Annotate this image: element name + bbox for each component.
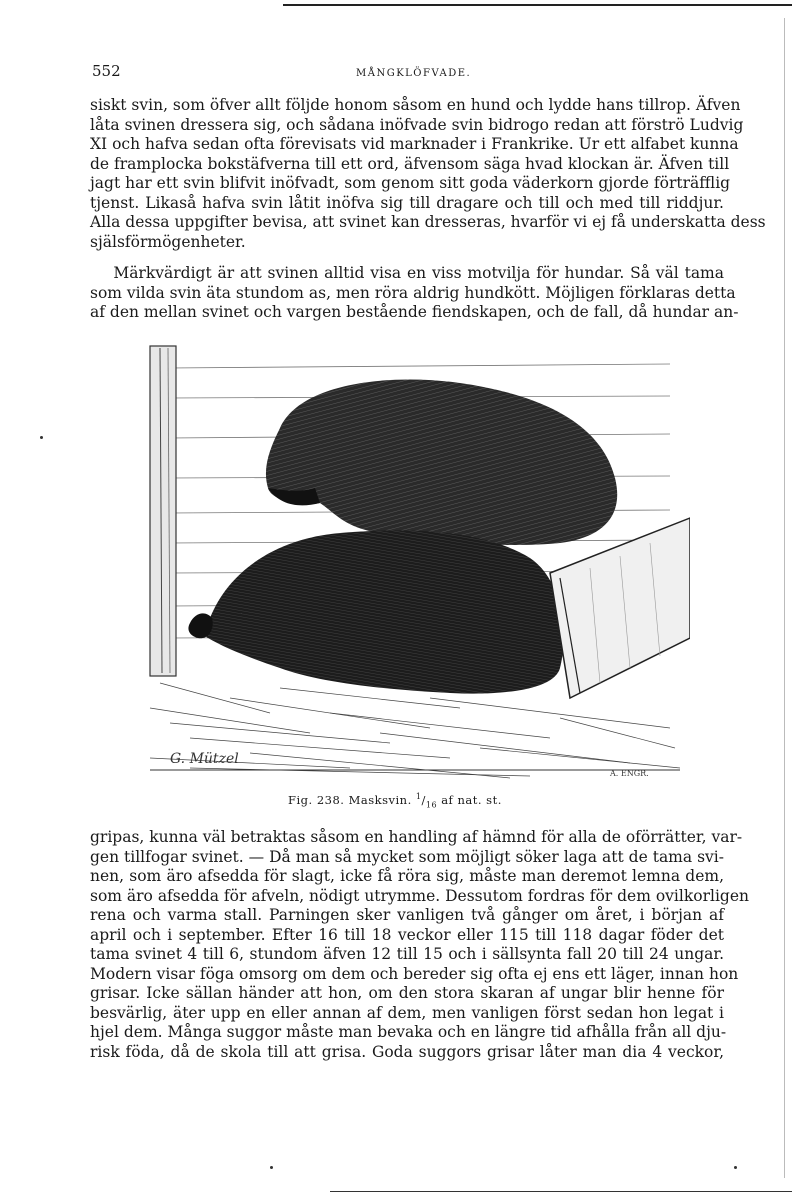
engraver-signature-right: A. ENGR. xyxy=(610,769,649,778)
text-line: Modern visar föga omsorg om dem och bereder sig ofta ej ens ett läger, innan hon xyxy=(90,964,739,983)
pig-back xyxy=(266,379,617,545)
text-line: som vilda svin äta stundom as, men röra aldrig hundkött. Möjligen förklaras detta xyxy=(90,283,736,302)
text-line: de framplocka bokstäfverna till ett ord, äfvensom säga hvad klockan är. Äfven till xyxy=(90,154,730,173)
text-line: själsförmögenheter. xyxy=(90,232,246,251)
text-line: april och i september. Efter 16 till 18 veckor eller 115 till 118 dagar föder det xyxy=(90,925,724,944)
speck-mark xyxy=(270,1166,273,1169)
text-line: hjel dem. Många suggor måste man bevaka och en längre tid afhålla från all dju- xyxy=(90,1023,727,1041)
paragraph-1 xyxy=(90,96,766,252)
paragraph-2 xyxy=(90,264,739,323)
text-line: gen tillfogar svinet. — Då man så mycket som möjligt söker laga att de tama svi- xyxy=(90,847,724,866)
text-line: Märkvärdigt är att svinen alltid visa en viss motvilja för hundar. Så väl tama xyxy=(90,264,724,282)
page-number: 552 xyxy=(92,62,121,80)
top-rule xyxy=(283,4,792,6)
wooden-post xyxy=(150,346,176,676)
figure-caption xyxy=(288,792,502,809)
text-line: af den mellan svinet och vargen bestående fiendskapen, och de fall, då hundar an- xyxy=(90,303,739,321)
caption-prefix: Fig. 238. Masksvin. xyxy=(288,792,412,807)
text-line: låta svinen dressera sig, och sådana inöfvade svin bidrogo redan att förströ Ludvig xyxy=(90,115,744,134)
text-line: tama svinet 4 till 6, stundom äfven 12 till 15 och i sällsynta fall 20 till 24 ungar. xyxy=(90,945,724,963)
trough xyxy=(550,518,690,698)
text-line: jagt har ett svin blifvit inöfvadt, som genom sitt goda väderkorn gjorde förträfflig xyxy=(90,174,731,192)
text-line: grisar. Icke sällan händer att hon, om den stora skaran af ungar blir henne för xyxy=(90,984,724,1002)
running-head: MÅNGKLÖFVADE. xyxy=(356,68,472,79)
caption-fraction: $^1/_{16}$ xyxy=(415,792,438,810)
text-line: tjenst. Likaså hafva svin låtit inöfva sig till dragare och till och med till riddjur. xyxy=(90,193,724,212)
text-line: XI och hafva sedan ofta förevisats vid marknader i Frankrike. Ur ett alfabet kunna xyxy=(90,135,739,153)
pig-engraving-illustration xyxy=(130,338,690,784)
text-line: rena och varma stall. Parningen sker vanligen två gånger om året, i början af xyxy=(90,906,724,924)
text-line: risk föda, då de skola till att grisa. Goda suggors grisar låter man dia 4 veckor, xyxy=(90,1042,724,1061)
bottom-rule xyxy=(330,1191,792,1192)
paragraph-3 xyxy=(90,828,749,1062)
pig-front xyxy=(203,530,564,693)
text-line: nen, som äro afsedda för slagt, icke få röra sig, måste man deremot lemna dem, xyxy=(90,867,724,885)
text-line: gripas, kunna väl betraktas såsom en handling af hämnd för alla de oförrätter, var- xyxy=(90,828,743,846)
figure-engraving xyxy=(130,338,690,784)
text-line: siskt svin, som öfver allt följde honom såsom en hund och lydde hans tillrop. Äfven xyxy=(90,96,741,114)
text-line: Alla dessa uppgifter bevisa, att svinet kan dresseras, hvarför vi ej få underskatta dess xyxy=(90,213,766,231)
text-line: besvärlig, äter upp en eller annan af dem, men vanligen först sedan hon legat i xyxy=(90,1003,724,1022)
speck-mark xyxy=(734,1166,737,1169)
engraver-signature-left: G. Mützel xyxy=(170,751,239,767)
text-line: som äro afsedda för afveln, nödigt utrymme. Dessutom fordras för dem ovilkorligen xyxy=(90,886,749,905)
speck-mark xyxy=(40,436,43,439)
page-edge-rule xyxy=(784,18,785,1178)
caption-suffix: af nat. st. xyxy=(441,792,502,807)
